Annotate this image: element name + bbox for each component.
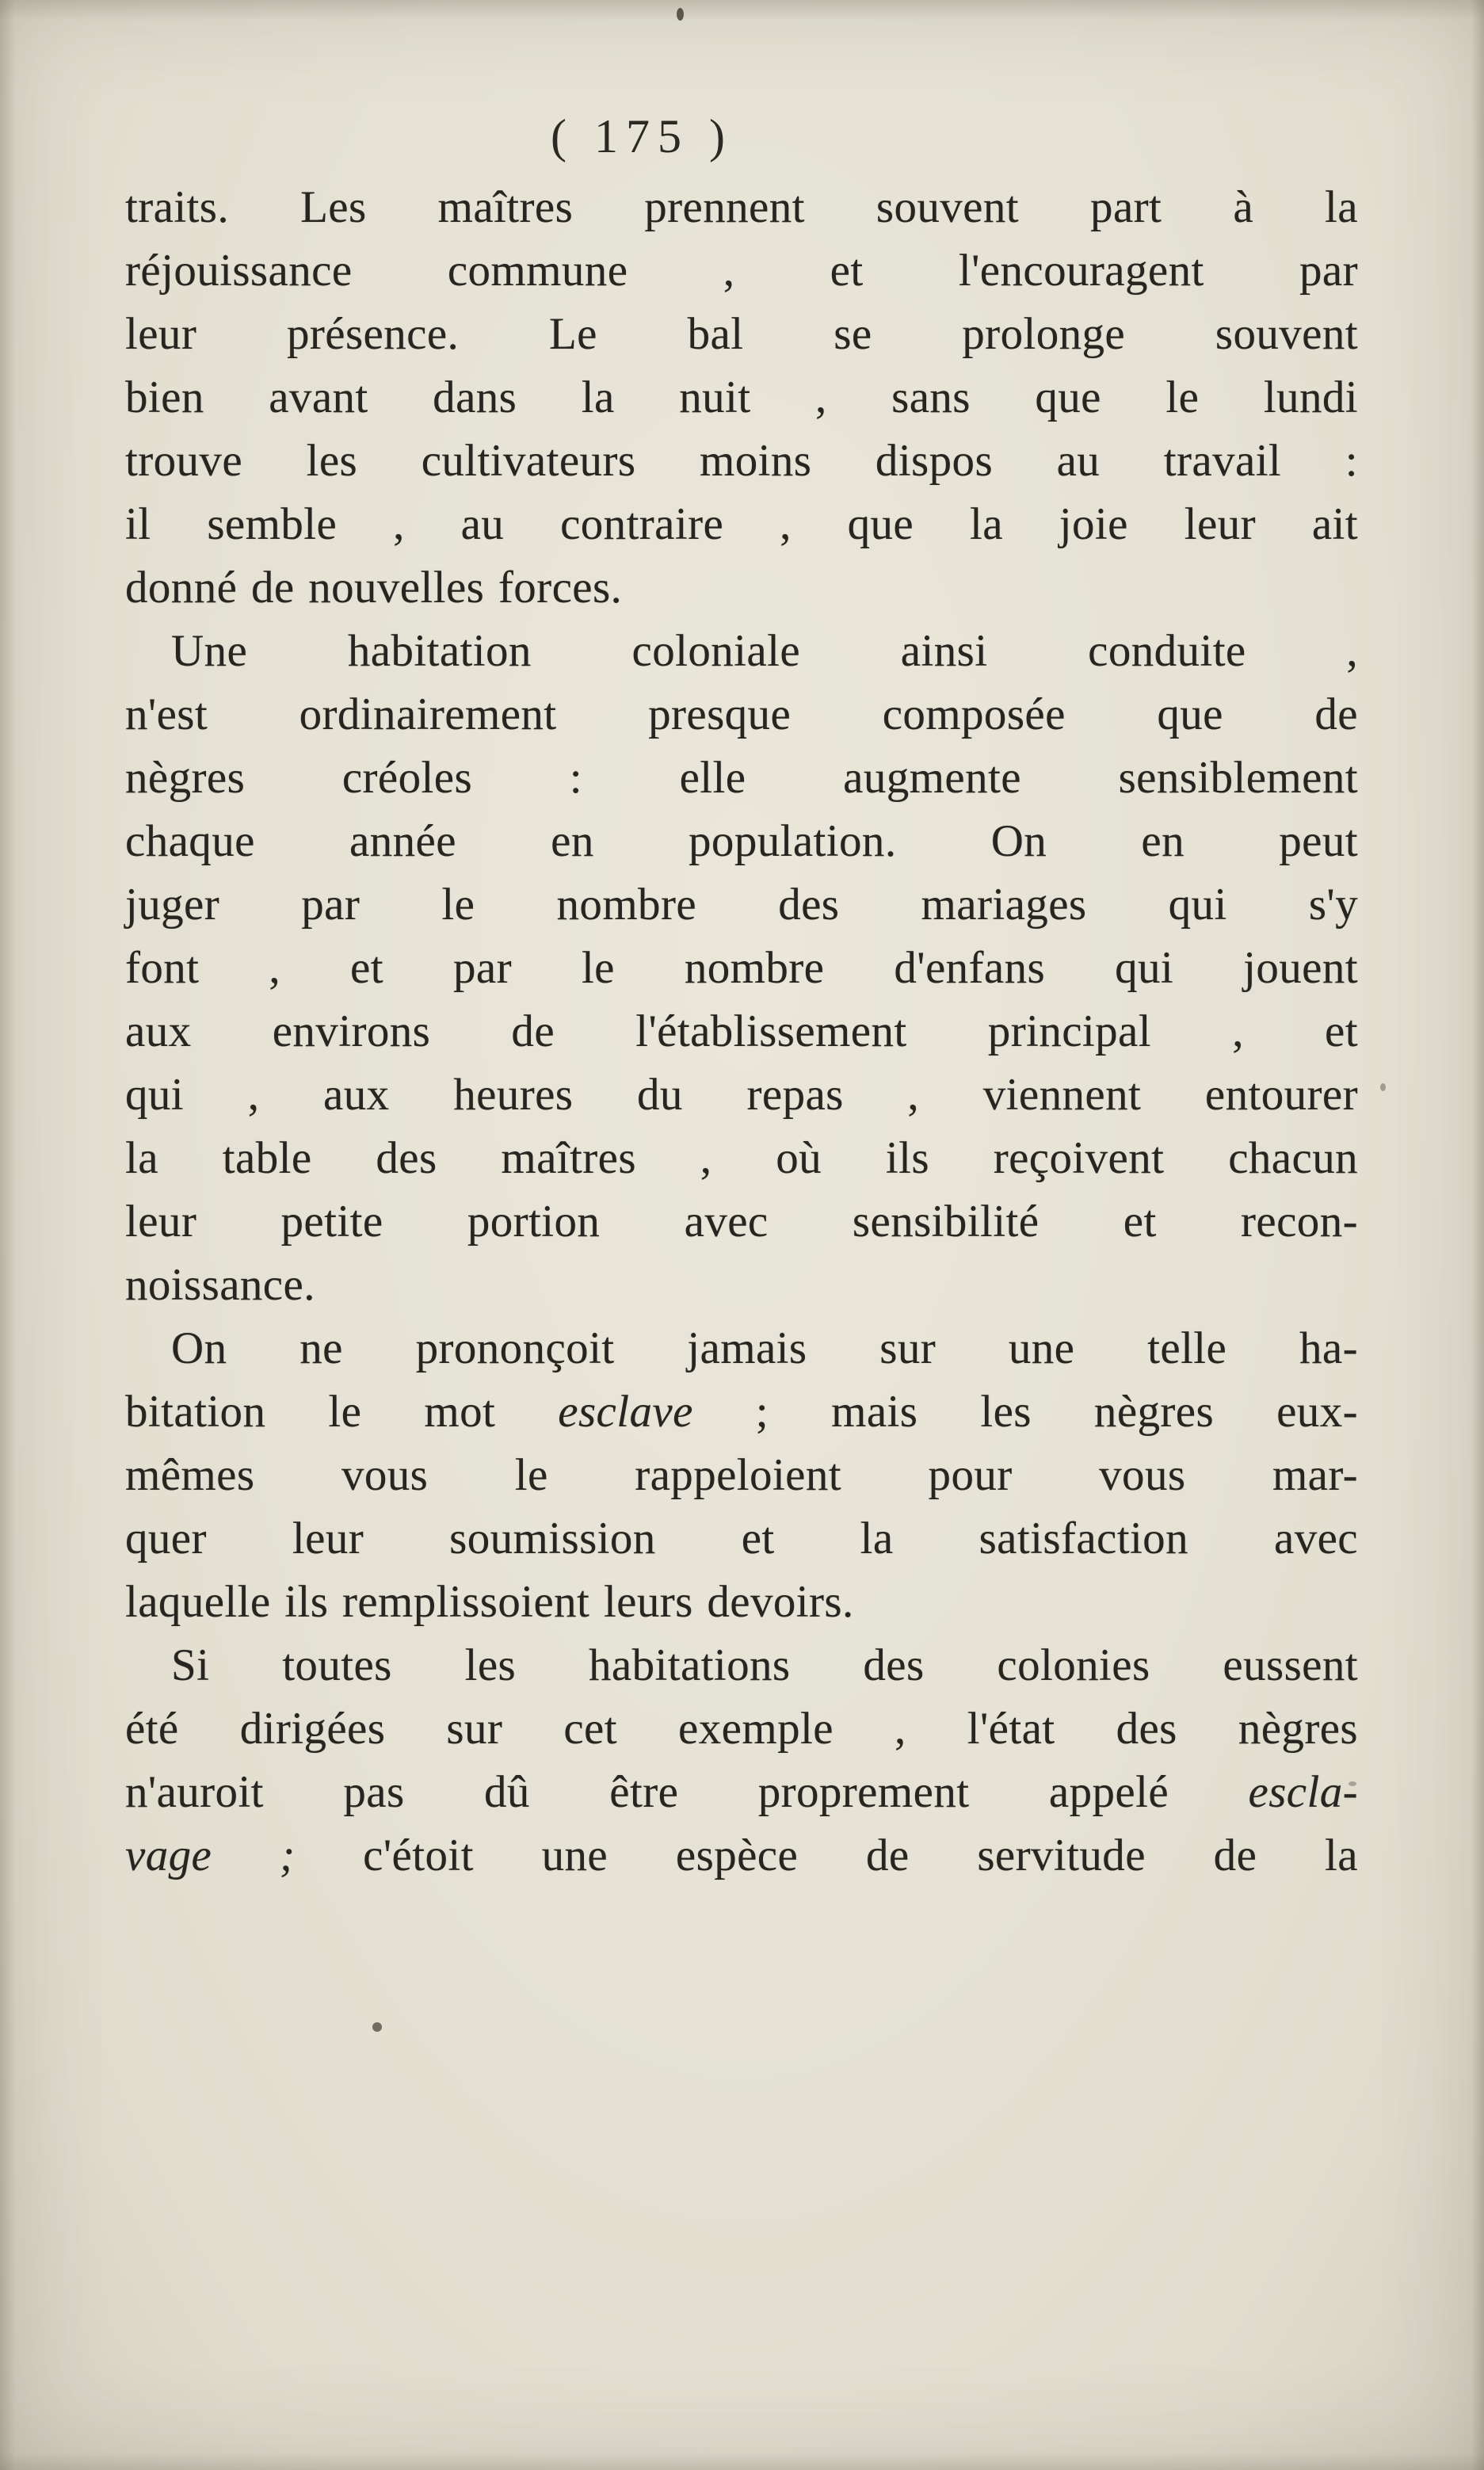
text-line: [125, 366, 1358, 429]
text-line: [125, 937, 1358, 1000]
text-line: [125, 176, 1358, 239]
text-line: [125, 1380, 1358, 1444]
text-segment: ; mais les nègres eux-: [692, 1387, 1358, 1437]
text-line: [125, 1824, 1358, 1888]
paragraph: [125, 620, 1358, 1317]
text-line: [125, 1063, 1358, 1127]
text-line: [125, 1634, 1358, 1697]
text-line: [125, 1317, 1358, 1380]
paragraph: [125, 1317, 1358, 1634]
italic-text-segment: escla-: [1248, 1767, 1358, 1817]
text-segment: aux environs de l'établissement principal , et: [125, 1006, 1358, 1056]
italic-text-segment: esclave: [558, 1387, 693, 1437]
text-line: [125, 683, 1358, 746]
text-segment: il semble , au contraire , que la joie leur ait: [125, 499, 1358, 549]
text-segment: leur petite portion avec sensibilité et recon-: [125, 1197, 1358, 1246]
text-segment: qui , aux heures du repas , viennent entourer: [125, 1070, 1358, 1120]
italic-text-segment: vage ;: [125, 1831, 296, 1880]
text-line: [125, 239, 1358, 303]
text-line: [125, 1507, 1358, 1571]
text-line: [125, 493, 1358, 556]
text-line: [125, 1190, 1358, 1254]
text-line: [125, 303, 1358, 366]
text-segment: chaque année en population. On en peut: [125, 816, 1358, 866]
text-segment: mêmes vous le rappeloient pour vous mar-: [125, 1450, 1358, 1500]
text-segment: Une habitation coloniale ainsi conduite ,: [171, 626, 1358, 676]
text-segment: n'auroit pas dû être proprement appelé: [125, 1767, 1249, 1817]
text-line: [125, 1127, 1358, 1190]
ink-speck: [1349, 1781, 1356, 1786]
text-segment: nègres créoles : elle augmente sensiblement: [125, 753, 1358, 803]
text-line: [125, 1697, 1358, 1761]
text-segment: laquelle ils remplissoient leurs devoirs.: [125, 1577, 854, 1627]
text-segment: été dirigées sur cet exemple , l'état des nègres: [125, 1704, 1358, 1754]
ink-speck: [677, 8, 684, 21]
text-line: [125, 1571, 1358, 1634]
text-segment: bien avant dans la nuit , sans que le lundi: [125, 372, 1358, 422]
text-segment: Si toutes les habitations des colonies eussent: [171, 1640, 1358, 1690]
text-segment: On ne prononçoit jamais sur une telle ha-: [171, 1323, 1358, 1373]
text-segment: réjouissance commune , et l'encouragent par: [125, 246, 1358, 296]
text-line: [125, 1761, 1358, 1824]
text-line: [125, 1444, 1358, 1507]
text-segment: juger par le nombre des mariages qui s'y: [125, 880, 1358, 930]
text-segment: quer leur soumission et la satisfaction avec: [125, 1514, 1358, 1563]
text-line: [125, 746, 1358, 810]
text-segment: n'est ordinairement presque composée que de: [125, 689, 1358, 739]
ink-speck: [1380, 1083, 1386, 1091]
text-segment: trouve les cultivateurs moins dispos au travail :: [125, 436, 1358, 486]
text-segment: traits. Les maîtres prennent souvent part à la: [125, 182, 1358, 232]
text-segment: bitation le mot: [125, 1387, 559, 1437]
text-segment: font , et par le nombre d'enfans qui jouent: [125, 943, 1358, 993]
text-line: [125, 429, 1358, 493]
text-line: [125, 810, 1358, 873]
text-segment: la table des maîtres , où ils reçoivent chacun: [125, 1133, 1358, 1183]
text-line: [125, 556, 1358, 620]
paragraph: [125, 1634, 1358, 1888]
ink-speck: [372, 2022, 382, 2032]
text-block: [125, 176, 1358, 1888]
text-line: [125, 1254, 1358, 1317]
text-segment: leur présence. Le bal se prolonge souvent: [125, 309, 1358, 359]
text-segment: donné de nouvelles forces.: [125, 563, 623, 613]
text-segment: c'étoit une espèce de servitude de la: [295, 1831, 1358, 1880]
text-line: [125, 873, 1358, 937]
paragraph: [125, 176, 1358, 620]
text-line: [125, 1000, 1358, 1063]
page-number: ( 175 ): [551, 110, 733, 162]
text-line: [125, 620, 1358, 683]
text-segment: noissance.: [125, 1260, 315, 1310]
